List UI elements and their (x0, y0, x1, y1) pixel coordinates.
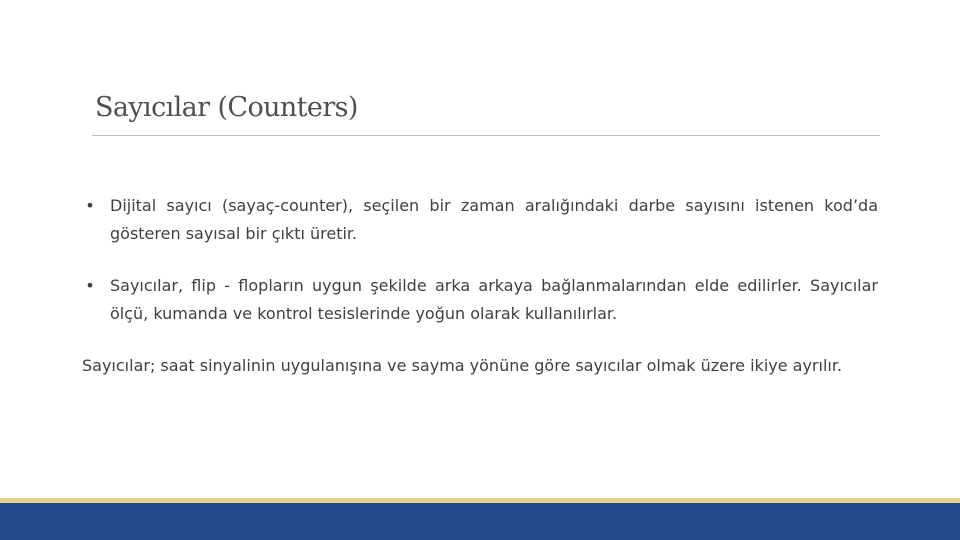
footer-blue-band (0, 503, 960, 540)
bullet-text: Sayıcılar, flip - flopların uygun şekilde arka arkaya bağlanmalarından elde edilirler. Sayıcılar ölçü, kumanda ve kontrol tesislerinde yoğun olarak kullanılırlar. (110, 276, 878, 323)
slide-title: Sayıcılar (Counters) (95, 92, 358, 123)
bullet-text: Dijital sayıcı (sayaç-counter), seçilen bir zaman aralığındaki darbe sayısını istenen kod’da gösteren sayısal bir çıktı üretir. (110, 196, 878, 243)
body-paragraph: Sayıcılar; saat sinyalinin uygulanışına ve sayma yönüne göre sayıcılar olmak üzere ikiye ayrılır. (82, 356, 843, 375)
bullet-item (82, 272, 878, 328)
slide-content (82, 192, 878, 380)
bullet-item (82, 192, 878, 248)
bullet-marker: • (85, 196, 95, 215)
bullet-marker: • (85, 276, 95, 295)
title-divider (92, 135, 880, 136)
